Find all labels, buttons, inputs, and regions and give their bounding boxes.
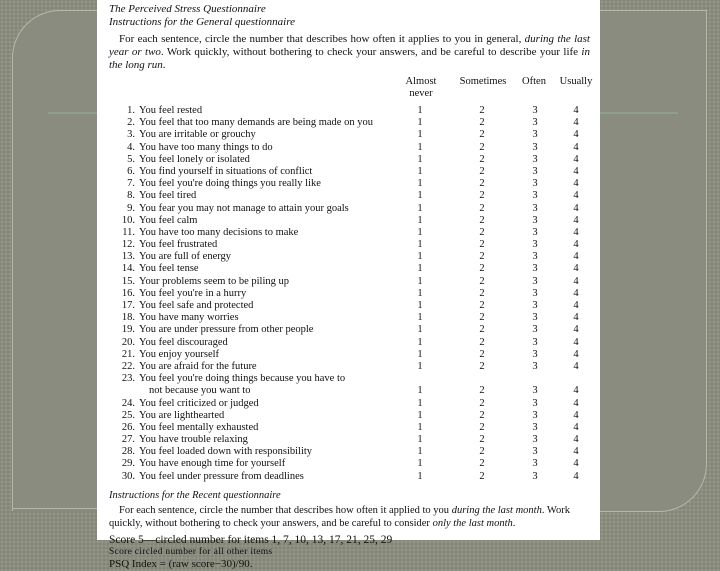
item-text: You are afraid for the future (139, 360, 257, 372)
instr-text: For each sentence, circle the number that describes how often it applied to you (119, 504, 452, 516)
instr-text: . Work quickly, without bothering to check your answers, and be careful to describe your life (160, 46, 582, 58)
response-option-3[interactable]: 3 (532, 348, 538, 360)
item-text: You feel discouraged (139, 336, 228, 348)
frame-bottom-line (12, 508, 102, 509)
instr-emphasis: only the last month (432, 517, 513, 529)
item-number: 10. (121, 214, 135, 226)
questionnaire-item (109, 446, 590, 458)
response-option-1[interactable]: 1 (417, 239, 423, 251)
questionnaire-item (109, 263, 590, 275)
response-option-3[interactable]: 3 (532, 397, 538, 409)
item-text: You have trouble relaxing (139, 434, 248, 446)
response-option-2[interactable]: 2 (479, 385, 485, 397)
response-option-1[interactable]: 1 (417, 275, 423, 287)
response-option-1[interactable]: 1 (417, 336, 423, 348)
response-option-1[interactable]: 1 (417, 324, 423, 336)
item-number: 18. (121, 312, 135, 324)
item-text: You feel you're in a hurry (139, 287, 247, 299)
response-option-3[interactable]: 3 (532, 153, 538, 165)
item-text: You are lighthearted (139, 409, 225, 421)
response-option-1[interactable]: 1 (417, 348, 423, 360)
questionnaire-item (109, 398, 590, 410)
questionnaire-item (109, 227, 590, 239)
item-text: You feel loaded down with responsibility (139, 446, 313, 458)
questionnaire-item (109, 166, 590, 178)
response-option-4[interactable]: 4 (573, 421, 579, 433)
item-number: 23. (121, 373, 135, 385)
questionnaire-item (109, 105, 590, 117)
response-option-1[interactable]: 1 (417, 434, 423, 446)
instr-emphasis: during the last year or two (109, 33, 590, 58)
response-column-headers (109, 76, 593, 104)
response-option-1[interactable]: 1 (417, 446, 423, 458)
instr-emphasis: during the last month (451, 504, 542, 516)
response-option-2[interactable]: 2 (479, 129, 485, 141)
item-text: You have too many things to do (139, 141, 273, 153)
response-option-2[interactable]: 2 (479, 141, 485, 153)
response-option-1[interactable]: 1 (417, 312, 423, 324)
response-option-4[interactable]: 4 (573, 300, 579, 311)
response-option-1[interactable]: 1 (417, 190, 423, 202)
response-option-1[interactable]: 1 (417, 105, 423, 116)
response-option-2[interactable]: 2 (479, 202, 485, 214)
questionnaire-item (109, 215, 590, 227)
response-option-4[interactable]: 4 (573, 385, 579, 397)
item-number: 17. (121, 300, 135, 311)
item-text: You feel you're doing things you really like (139, 178, 321, 190)
response-option-1[interactable]: 1 (417, 470, 423, 482)
response-option-4[interactable]: 4 (573, 446, 579, 458)
item-number: 8. (127, 190, 135, 202)
response-option-4[interactable]: 4 (573, 214, 579, 226)
response-option-3[interactable]: 3 (532, 421, 538, 433)
questionnaire-item (109, 129, 590, 141)
item-text: You are under pressure from other people (139, 324, 314, 336)
response-option-2[interactable]: 2 (479, 251, 485, 263)
item-text: You feel lonely or isolated (139, 153, 250, 165)
response-option-2[interactable]: 2 (479, 190, 485, 202)
item-number: 19. (121, 324, 135, 336)
response-option-3[interactable]: 3 (532, 226, 538, 238)
response-option-2[interactable]: 2 (479, 105, 485, 116)
response-option-4[interactable]: 4 (573, 165, 579, 177)
item-text: You find yourself in situations of conflict (139, 165, 313, 177)
item-number: 26. (121, 421, 135, 433)
psq-index-formula: PSQ Index = (raw score−30)/90. (109, 557, 253, 570)
item-text: You feel criticized or judged (139, 397, 259, 409)
questionnaire-item-continued (109, 385, 590, 397)
response-option-3[interactable]: 3 (532, 202, 538, 214)
questionnaire-item (109, 337, 590, 349)
item-number: 13. (121, 251, 135, 263)
response-option-3[interactable]: 3 (532, 336, 538, 348)
item-number: 16. (121, 287, 135, 299)
questionnaire-item (109, 300, 590, 312)
response-option-3[interactable]: 3 (532, 263, 538, 275)
item-text: You feel frustrated (139, 239, 218, 251)
response-option-3[interactable]: 3 (532, 178, 538, 190)
item-number: 12. (121, 239, 135, 251)
response-option-4[interactable]: 4 (573, 263, 579, 275)
response-option-1[interactable]: 1 (417, 129, 423, 141)
questionnaire-item (109, 142, 590, 154)
item-text: You feel tense (139, 263, 199, 275)
response-option-3[interactable]: 3 (532, 214, 538, 226)
item-number: 27. (121, 434, 135, 446)
questionnaire-item (109, 458, 590, 470)
response-option-2[interactable]: 2 (479, 312, 485, 324)
response-option-2[interactable]: 2 (479, 178, 485, 190)
response-option-1[interactable]: 1 (417, 409, 423, 421)
response-option-4[interactable]: 4 (573, 470, 579, 482)
questionnaire-items (109, 105, 590, 483)
response-option-4[interactable]: 4 (573, 117, 579, 129)
response-option-3[interactable]: 3 (532, 287, 538, 299)
item-number: 2. (127, 117, 135, 129)
item-text: You feel rested (139, 105, 203, 116)
item-number: 14. (121, 263, 135, 275)
response-option-2[interactable]: 2 (479, 446, 485, 458)
questionnaire-item (109, 361, 590, 373)
general-instructions-heading: Instructions for the General questionnaire (109, 16, 295, 28)
item-number: 24. (121, 397, 135, 409)
item-number: 20. (121, 336, 135, 348)
response-option-2[interactable]: 2 (479, 300, 485, 311)
response-option-3[interactable]: 3 (532, 239, 538, 251)
response-option-2[interactable]: 2 (479, 263, 485, 275)
frame-panel-right (600, 10, 707, 512)
accent-line-left (48, 112, 98, 114)
response-option-2[interactable]: 2 (479, 360, 485, 372)
response-option-1[interactable]: 1 (417, 117, 423, 129)
questionnaire-item (109, 410, 590, 422)
response-option-1[interactable]: 1 (417, 165, 423, 177)
accent-line-right (600, 112, 678, 114)
response-option-3[interactable]: 3 (532, 275, 538, 287)
response-option-2[interactable]: 2 (479, 409, 485, 421)
response-option-4[interactable]: 4 (573, 153, 579, 165)
general-instructions (109, 33, 590, 72)
response-option-3[interactable]: 3 (532, 458, 538, 470)
response-option-4[interactable]: 4 (573, 336, 579, 348)
response-option-3[interactable]: 3 (532, 446, 538, 458)
response-option-4[interactable]: 4 (573, 129, 579, 141)
item-text: You have many worries (139, 312, 239, 324)
item-text: You fear you may not manage to attain your goals (139, 202, 349, 214)
item-text: You feel calm (139, 214, 198, 226)
response-option-4[interactable]: 4 (573, 458, 579, 470)
questionnaire-item (109, 349, 590, 361)
questionnaire-item (109, 434, 590, 446)
response-option-3[interactable]: 3 (532, 165, 538, 177)
response-option-4[interactable]: 4 (573, 202, 579, 214)
response-option-2[interactable]: 2 (479, 397, 485, 409)
instr-emphasis: in the long run (109, 46, 590, 71)
instr-text: For each sentence, circle the number that describes how often it applies to you in general, (119, 33, 525, 45)
questionnaire-item (109, 471, 590, 483)
questionnaire-item (109, 190, 590, 202)
response-option-4[interactable]: 4 (573, 226, 579, 238)
response-option-1[interactable]: 1 (417, 287, 423, 299)
item-text: You feel mentally exhausted (139, 421, 259, 433)
response-option-1[interactable]: 1 (417, 397, 423, 409)
questionnaire-item (109, 324, 590, 336)
item-text: You are full of energy (139, 251, 232, 263)
recent-instructions-heading: Instructions for the Recent questionnaire (109, 489, 281, 501)
response-option-2[interactable]: 2 (479, 287, 485, 299)
questionnaire-item (109, 422, 590, 434)
response-option-3[interactable]: 3 (532, 129, 538, 141)
item-text: You have too many decisions to make (139, 226, 299, 238)
response-option-3[interactable]: 3 (532, 190, 538, 202)
response-option-2[interactable]: 2 (479, 336, 485, 348)
response-option-1[interactable]: 1 (417, 458, 423, 470)
response-option-2[interactable]: 2 (479, 324, 485, 336)
item-number: 28. (121, 446, 135, 458)
response-option-2[interactable]: 2 (479, 434, 485, 446)
response-option-3[interactable]: 3 (532, 141, 538, 153)
column-almost-never: Almost never (405, 76, 437, 99)
item-number: 1. (127, 105, 135, 116)
response-option-1[interactable]: 1 (417, 153, 423, 165)
item-text: You feel safe and protected (139, 300, 254, 311)
response-option-4[interactable]: 4 (573, 178, 579, 190)
response-option-2[interactable]: 2 (479, 117, 485, 129)
response-option-2[interactable]: 2 (479, 226, 485, 238)
response-option-2[interactable]: 2 (479, 153, 485, 165)
scoring-line-1: Score 5—circled number for items 1, 7, 10, 13, 17, 21, 25, 29 (109, 533, 393, 546)
response-option-4[interactable]: 4 (573, 397, 579, 409)
response-option-1[interactable]: 1 (417, 300, 423, 311)
questionnaire-item (109, 178, 590, 190)
response-option-1[interactable]: 1 (417, 421, 423, 433)
item-number: 22. (121, 360, 135, 372)
response-option-3[interactable]: 3 (532, 312, 538, 324)
response-option-3[interactable]: 3 (532, 470, 538, 482)
response-option-3[interactable]: 3 (532, 105, 538, 116)
questionnaire-item (109, 239, 590, 251)
response-option-1[interactable]: 1 (417, 214, 423, 226)
questionnaire-item (109, 373, 590, 385)
response-option-2[interactable]: 2 (479, 165, 485, 177)
response-option-3[interactable]: 3 (532, 300, 538, 311)
item-number: 7. (127, 178, 135, 190)
response-option-4[interactable]: 4 (573, 324, 579, 336)
item-number: 4. (127, 141, 135, 153)
response-option-4[interactable]: 4 (573, 105, 579, 116)
item-text: You feel under pressure from deadlines (139, 470, 304, 482)
response-option-1[interactable]: 1 (417, 385, 423, 397)
questionnaire-item (109, 203, 590, 215)
item-text: You feel that too many demands are being made on you (139, 117, 373, 129)
document-page (97, 0, 600, 570)
item-number: 21. (121, 348, 135, 360)
response-option-3[interactable]: 3 (532, 251, 538, 263)
questionnaire-item (109, 154, 590, 166)
item-text: You enjoy yourself (139, 348, 220, 360)
response-option-1[interactable]: 1 (417, 141, 423, 153)
response-option-4[interactable]: 4 (573, 275, 579, 287)
item-number: 11. (122, 226, 135, 238)
instr-text: . Work quickly, without bothering to check your answers, and be careful to consider (109, 504, 570, 529)
item-number: 5. (127, 153, 135, 165)
response-option-2[interactable]: 2 (479, 470, 485, 482)
column-usually: Usually (559, 76, 593, 87)
response-option-2[interactable]: 2 (479, 239, 485, 251)
response-option-3[interactable]: 3 (532, 117, 538, 129)
response-option-3[interactable]: 3 (532, 434, 538, 446)
questionnaire-item (109, 117, 590, 129)
response-option-2[interactable]: 2 (479, 421, 485, 433)
response-option-4[interactable]: 4 (573, 141, 579, 153)
item-number: 9. (127, 202, 135, 214)
item-number: 30. (121, 470, 135, 482)
response-option-1[interactable]: 1 (417, 178, 423, 190)
response-option-4[interactable]: 4 (573, 360, 579, 372)
questionnaire-item (109, 288, 590, 300)
document-title: The Perceived Stress Questionnaire (109, 3, 266, 15)
item-number: 29. (121, 458, 135, 470)
response-option-1[interactable]: 1 (417, 226, 423, 238)
response-option-3[interactable]: 3 (532, 360, 538, 372)
instr-text: . (162, 59, 166, 71)
recent-instructions (109, 504, 590, 530)
response-option-4[interactable]: 4 (573, 434, 579, 446)
item-text: You feel tired (139, 190, 197, 202)
response-option-2[interactable]: 2 (479, 348, 485, 360)
item-number: 25. (121, 409, 135, 421)
response-option-2[interactable]: 2 (479, 214, 485, 226)
questionnaire-item (109, 276, 590, 288)
instr-text: . (512, 517, 516, 529)
item-number: 3. (127, 129, 135, 141)
response-option-4[interactable]: 4 (573, 312, 579, 324)
column-often: Often (522, 76, 546, 87)
response-option-3[interactable]: 3 (532, 324, 538, 336)
response-option-2[interactable]: 2 (479, 275, 485, 287)
response-option-4[interactable]: 4 (573, 409, 579, 421)
response-option-4[interactable]: 4 (573, 239, 579, 251)
response-option-1[interactable]: 1 (417, 251, 423, 263)
item-text: Your problems seem to be piling up (139, 275, 290, 287)
questionnaire-item (109, 251, 590, 263)
column-sometimes: Sometimes (459, 76, 507, 87)
item-text: You are irritable or grouchy (139, 129, 256, 141)
item-number: 15. (121, 275, 135, 287)
response-option-4[interactable]: 4 (573, 287, 579, 299)
item-text-continued: not because you want to (149, 385, 251, 397)
response-option-3[interactable]: 3 (532, 409, 538, 421)
response-option-1[interactable]: 1 (417, 360, 423, 372)
response-option-4[interactable]: 4 (573, 190, 579, 202)
response-option-2[interactable]: 2 (479, 458, 485, 470)
response-option-3[interactable]: 3 (532, 385, 538, 397)
questionnaire-item (109, 312, 590, 324)
item-text: You have enough time for yourself (139, 458, 286, 470)
response-option-4[interactable]: 4 (573, 348, 579, 360)
item-text: You feel you're doing things because you have to (139, 373, 346, 385)
response-option-1[interactable]: 1 (417, 263, 423, 275)
response-option-1[interactable]: 1 (417, 202, 423, 214)
response-option-4[interactable]: 4 (573, 251, 579, 263)
scoring-line-2: Score circled number for all other items (109, 546, 273, 557)
item-number: 6. (127, 165, 135, 177)
